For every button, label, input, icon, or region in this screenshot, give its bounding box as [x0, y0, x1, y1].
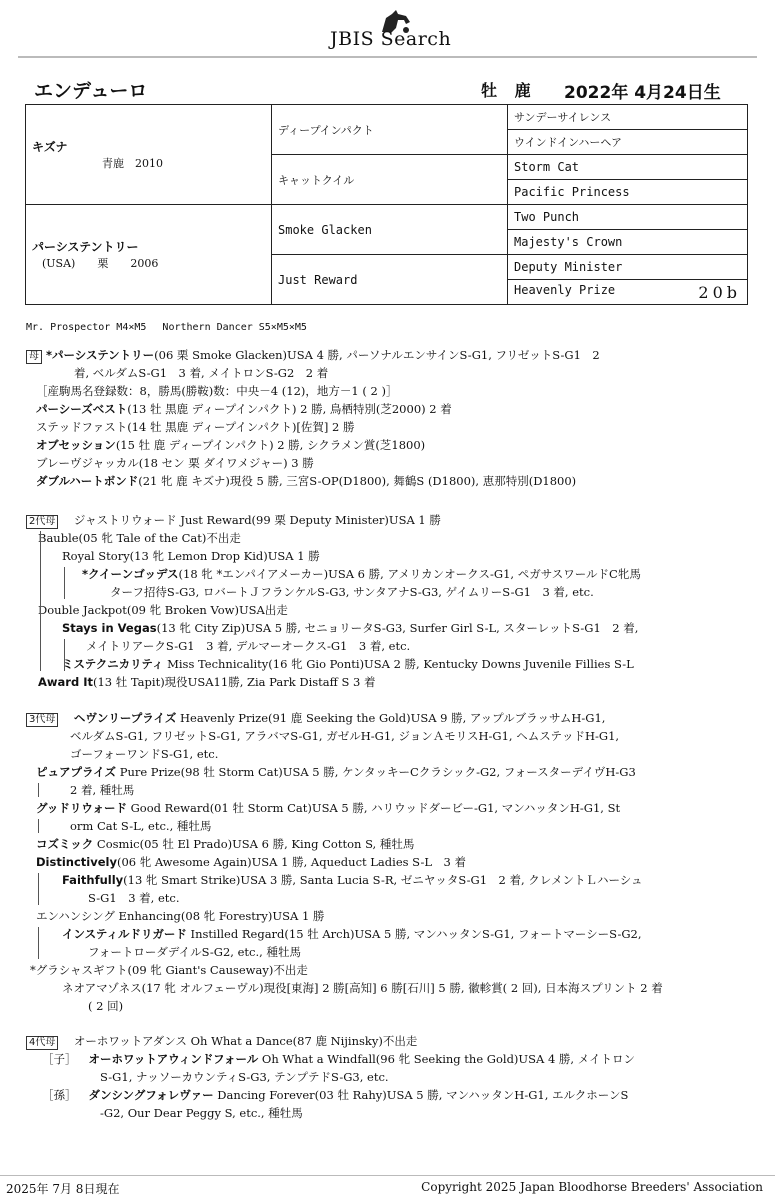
horse-name-link[interactable]: Award It: [38, 675, 93, 689]
record-line: [26, 637, 746, 655]
descent-bar: [38, 927, 39, 959]
record-line: [26, 511, 746, 529]
horse-name-link[interactable]: インスティルドリガード: [62, 927, 187, 941]
footer-date: 2025年 7月 8日現在: [6, 1182, 120, 1196]
dam-section: [26, 346, 746, 490]
record-text: ステッドファスト(14 牡 黒鹿 ディープインパクト)[佐賀] 2 勝: [36, 420, 355, 434]
record-line: [26, 1086, 746, 1104]
record-text: Instilled Regard(15 牡 Arch)USA 5 勝, マンハッタンS-G1, フォートマーシーS-G2,: [186, 927, 642, 941]
dam-info: (USA) 栗 2006: [42, 257, 159, 270]
record-line: [26, 889, 746, 907]
descent-bar: [38, 873, 39, 905]
record-text: Pure Prize(98 牡 Storm Cat)USA 5 勝, ケンタッキーCクラシック-G2, フォースターデイヴH-G3: [116, 765, 636, 779]
record-text: Good Reward(01 牡 Storm Cat)USA 5 勝, ハリウッドダービー-G1, マンハッタンH-G1, St: [126, 801, 621, 815]
horse-name-link[interactable]: ミステクニカリティ: [62, 657, 164, 671]
record-line: [26, 745, 746, 763]
second-dam-section: [26, 511, 746, 691]
record-text: Dancing Forever(03 牡 Rahy)USA 5 勝, マンハッタンH-G1, エルクホーンS: [213, 1088, 629, 1102]
pedigree-g3-name[interactable]: Heavenly Prize: [514, 282, 616, 297]
record-text: (06 牝 Awesome Again)USA 1 勝, Aqueduct Ladies S-L 3 着: [116, 855, 466, 869]
descent-bar: [64, 567, 65, 599]
record-text: (13 牝 City Zip)USA 5 勝, セニョリータS-G3, Surfer Girl S-L, スターレットS-G1 2 着,: [156, 621, 639, 635]
record-line: [26, 727, 746, 745]
pedigree-g3-cell[interactable]: Pacific Princess: [508, 180, 748, 205]
record-line: [26, 763, 746, 781]
record-text: 着, ベルダムS-G1 3 着, メイトロンS-G2 2 着: [74, 366, 329, 380]
record-text: (13 牝 Smart Strike)USA 3 勝, Santa Lucia S-R, ゼニヤッタS-G1 2 着, クレメントＬハーシュ: [123, 873, 643, 887]
horse-name-link[interactable]: *クイーンゴッデス: [82, 567, 179, 581]
record-text: Bauble(05 牝 Tale of the Cat)不出走: [38, 531, 241, 545]
record-line: [26, 709, 746, 727]
horse-name-link[interactable]: Stays in Vegas: [62, 621, 157, 635]
record-line: [26, 364, 746, 382]
record-text: S-G1 3 着, etc.: [88, 891, 180, 905]
fourth-dam-section: [26, 1032, 746, 1122]
record-text: (21 牝 鹿 キズナ)現役 5 勝, 三宮S-OP(D1800), 舞鶴S (D1800), 恵那特別(D1800): [138, 474, 577, 488]
record-text: エンハンシング Enhancing(08 牝 Forestry)USA 1 勝: [36, 909, 325, 923]
horse-name-link[interactable]: ピュアプライズ: [36, 765, 117, 779]
record-line: [26, 997, 746, 1015]
horse-name-link[interactable]: ヘヴンリープライズ: [73, 711, 177, 725]
record-line: [26, 673, 746, 691]
record-text: (13 牡 黒鹿 ディープインパクト) 2 勝, 鳥栖特別(芝2000) 2 着: [127, 402, 452, 416]
relation-marker: ［子］: [42, 1052, 77, 1066]
record-text: ブレーヴジャッカル(18 セン 栗 ダイワメジャー) 3 勝: [36, 456, 314, 470]
family-number: 20b: [698, 282, 741, 302]
record-line: [26, 853, 746, 871]
record-line: [26, 781, 746, 799]
descent-bar: [40, 531, 41, 671]
horse-name: エンデューロ: [34, 80, 148, 102]
footer-copyright: Copyright 2025 Japan Bloodhorse Breeders' Association: [421, 1180, 763, 1194]
record-line: [26, 454, 746, 472]
record-text: ターフ招待S-G3, ロバートＪフランケルS-G3, サンタアナS-G3, ゲイムリーS-G1 3 着, etc.: [110, 585, 594, 599]
record-line: [26, 382, 746, 400]
record-line: [26, 436, 746, 454]
record-text: S-G1, ナッソーカウンティS-G3, テンプテドS-G3, etc.: [100, 1070, 389, 1084]
record-text: オーホワットアダンス Oh What a Dance(87 鹿 Nijinsky)不出走: [73, 1034, 418, 1048]
record-line: [26, 619, 746, 637]
record-text: ゴーフォーワンドS-G1, etc.: [70, 747, 219, 761]
record-text: (15 牡 鹿 ディープインパクト) 2 勝, シクラメン賞(芝1800): [115, 438, 426, 452]
horse-name-link[interactable]: *パーシステントリー: [46, 348, 155, 362]
horse-name-link[interactable]: グッドリウォード: [36, 801, 127, 815]
horse-name-link[interactable]: ダンシングフォレヴァー: [88, 1088, 214, 1102]
record-text: 2 着, 種牡馬: [70, 783, 135, 797]
record-text: (13 牡 Tapit)現役USA11勝, Zia Park Distaff S 3 着: [92, 675, 376, 689]
descent-bar: [64, 639, 65, 671]
record-text: -G2, Our Dear Peggy S, etc., 種牡馬: [100, 1106, 303, 1120]
record-text: Double Jackpot(09 牝 Broken Vow)USA出走: [38, 603, 288, 617]
record-line: [26, 979, 746, 997]
pedigree-table: [25, 104, 748, 305]
record-text: Royal Story(13 牝 Lemon Drop Kid)USA 1 勝: [62, 549, 320, 563]
generation-badge: 4代母: [26, 1036, 58, 1050]
record-line: [26, 472, 746, 490]
pedigree-g3-cell[interactable]: Deputy Minister: [508, 255, 748, 280]
record-line: [26, 907, 746, 925]
record-text: Cosmic(05 牡 El Prado)USA 6 勝, King Cotton S, 種牡馬: [93, 837, 415, 851]
record-text: ( 2 回): [88, 999, 124, 1013]
pedigree-g3-cell[interactable]: Storm Cat: [508, 155, 748, 180]
record-text: *グラシャスギフト(09 牝 Giant's Causeway)不出走: [30, 963, 308, 977]
record-line: [26, 529, 746, 547]
record-line: [26, 871, 746, 889]
record-text: Miss Technicality(16 牝 Gio Ponti)USA 2 勝, Kentucky Downs Juvenile Fillies S-L: [163, 657, 634, 671]
descent-bar: [38, 819, 39, 833]
sire-name[interactable]: キズナ: [32, 140, 68, 154]
record-line: [26, 583, 746, 601]
pedigree-g2-cell[interactable]: Just Reward: [272, 255, 508, 305]
record-line: [26, 400, 746, 418]
pedigree-g2-cell[interactable]: Smoke Glacken: [272, 205, 508, 255]
third-dam-section: [26, 709, 746, 1015]
pedigree-g3-cell[interactable]: ウインドインハーヘア: [508, 130, 748, 155]
horse-name-link[interactable]: パーシーズベスト: [36, 402, 128, 416]
record-line: [26, 1050, 746, 1068]
record-line: [26, 547, 746, 565]
generation-badge: 2代母: [26, 515, 58, 529]
record-line: [26, 1068, 746, 1086]
record-line: [26, 961, 746, 979]
pedigree-g3-cell: [508, 280, 748, 305]
record-line: [26, 601, 746, 619]
record-line: [26, 925, 746, 943]
header-divider: [18, 56, 757, 58]
horse-name-link[interactable]: Faithfully: [62, 873, 124, 887]
record-text: (18 牝 *エンパイアメーカー)USA 6 勝, アメリカンオークス-G1, ペガサスワールドC牝馬: [178, 567, 641, 581]
record-line: [26, 565, 746, 583]
horse-sex-color: 牡 鹿: [481, 81, 537, 100]
horse-name-link[interactable]: オーホワットアウィンドフォール: [88, 1052, 259, 1066]
jbis-logo[interactable]: [328, 8, 463, 52]
record-line: [26, 817, 746, 835]
record-text: ベルダムS-G1, フリゼットS-G1, アラバマS-G1, ガゼルH-G1, ジョンＡモリスH-G1, ヘムステッドH-G1,: [70, 729, 620, 743]
generation-badge: 母: [26, 350, 42, 364]
pedigree-g3-cell[interactable]: サンデーサイレンス: [508, 105, 748, 130]
horse-name-link[interactable]: Distinctively: [36, 855, 117, 869]
record-text: ネオアマゾネス(17 牝 オルフェーヴル)現役[東海] 2 勝[高知] 6 勝[石川] 5 勝, 徽軫賞( 2 回), 日本海スプリント 2 着: [62, 981, 663, 995]
record-text: フォートローダデイルS-G2, etc., 種牡馬: [88, 945, 301, 959]
record-line: [26, 346, 746, 364]
record-line: [26, 655, 746, 673]
record-text: Oh What a Windfall(96 牝 Seeking the Gold)USA 4 勝, メイトロン: [258, 1052, 635, 1066]
logo-text: JBIS Search: [330, 28, 452, 50]
horse-name-link[interactable]: コズミック: [36, 837, 94, 851]
pedigree-g2-cell[interactable]: キャットクイル: [272, 155, 508, 205]
record-text: メイトリアークS-G1 3 着, デルマーオークス-G1 3 着, etc.: [86, 639, 411, 653]
record-text: Heavenly Prize(91 鹿 Seeking the Gold)USA 9 勝, アップルブラッサムH-G1,: [176, 711, 606, 725]
record-line: [26, 835, 746, 853]
pedigree-g3-cell[interactable]: Two Punch: [508, 205, 748, 230]
record-line: [26, 799, 746, 817]
sire-info: 青鹿 2010: [102, 157, 163, 170]
record-line: [26, 943, 746, 961]
record-text: (06 栗 Smoke Glacken)USA 4 勝, パーソナルエンサインS-G1, フリゼットS-G1 2: [154, 348, 600, 362]
pedigree-sire-cell: [26, 105, 272, 205]
descent-bar: [38, 783, 39, 797]
record-line: [26, 1104, 746, 1122]
dam-name[interactable]: パーシステントリー: [32, 240, 139, 254]
record-line: [26, 1032, 746, 1050]
horse-birthdate: 2022年 4月24日生: [564, 83, 721, 103]
inbreeding-line: Mr. Prospector M4×M5 Northern Dancer S5×M5×M5: [26, 322, 307, 333]
horse-name-link[interactable]: ダブルハートボンド: [36, 474, 139, 488]
generation-badge: 3代母: [26, 713, 58, 727]
record-text: orm Cat S-L, etc., 種牡馬: [70, 819, 212, 833]
pedigree-g3-cell[interactable]: Majesty's Crown: [508, 230, 748, 255]
relation-marker: ［孫］: [42, 1088, 77, 1102]
footer-divider: [0, 1175, 775, 1176]
record-text: ［産駒馬名登録数：8，勝馬(勝鞍)数：中央－4 (12)，地方－1 ( 2 )］: [36, 384, 398, 398]
horse-name-link[interactable]: オブセッション: [36, 438, 116, 452]
record-line: [26, 418, 746, 436]
pedigree-dam-cell: [26, 205, 272, 305]
pedigree-g2-cell[interactable]: ディープインパクト: [272, 105, 508, 155]
record-text: ジャストリウォード Just Reward(99 栗 Deputy Minister)USA 1 勝: [73, 513, 441, 527]
